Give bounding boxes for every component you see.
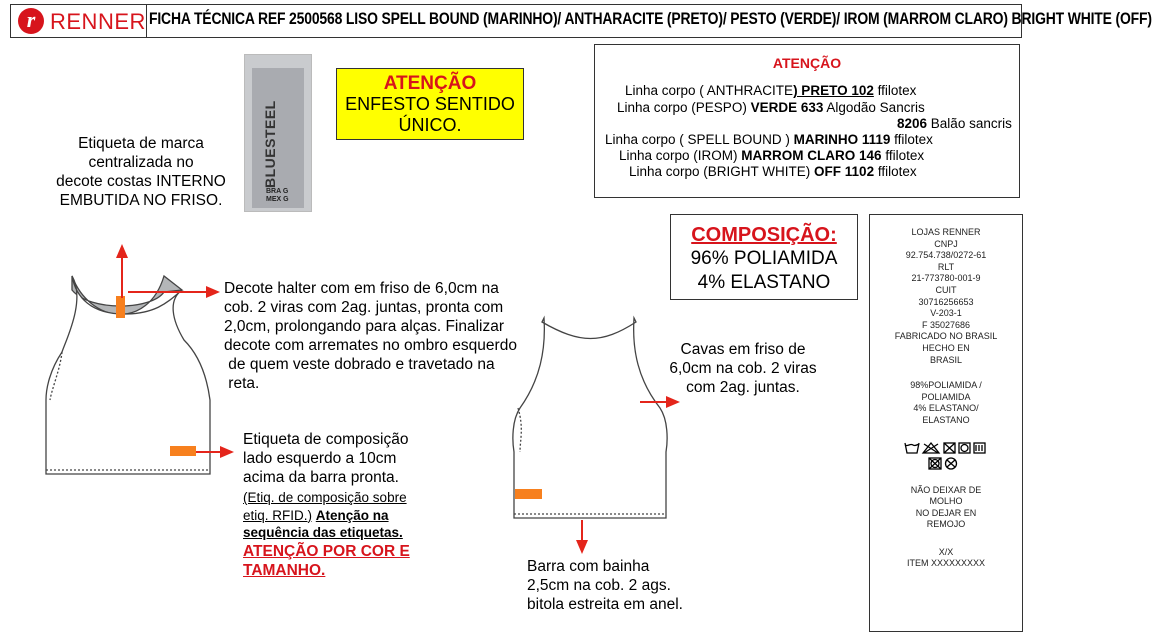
brand-label-size: BRA G: [266, 188, 289, 195]
care-label-line: BRASIL: [929, 354, 962, 365]
brand-label-note: Etiqueta de marca centralizada no decote costas INTERNO EMBUTIDA NO FRISO.: [56, 135, 226, 209]
thread-row: Linha corpo ( ANTHRACITE) PRETO 102 ffilotex: [625, 83, 917, 98]
thread-row: Linha corpo ( SPELL BOUND ) MARINHO 1119 ffilotex: [605, 132, 933, 147]
thread-row: Linha corpo (IROM) MARROM CLARO 146 ffilotex: [619, 148, 925, 163]
care-label-line: ITEM XXXXXXXXX: [906, 558, 986, 569]
composition-line: 96% POLIAMIDA: [690, 248, 838, 269]
care-label-line: REMOJO: [926, 519, 966, 530]
composition-line: 4% ELASTANO: [697, 272, 831, 293]
front-view-sketch: [513, 318, 667, 518]
spread-attention-line: ENFESTO SENTIDO: [345, 94, 515, 114]
hem-note: Barra com bainha 2,5cm na cob. 2 ags. bitola estreita em anel.: [527, 558, 683, 613]
care-label-line: NÃO DEIXAR DE: [910, 484, 982, 495]
brand-label-marker: [116, 296, 125, 318]
care-label-line: NO DEJAR EN: [915, 507, 977, 518]
composition-label-marker: [170, 446, 196, 456]
care-label-line: POLIAMIDA: [921, 391, 971, 402]
document-title: FICHA TÉCNICA REF 2500568 LISO SPELL BOUND (MARINHO)/ ANTHARACITE (PRETO)/ PESTO (VERDE)/ IROM (MARROM CLARO) BRIGHT WHITE (OFF): [149, 9, 1152, 28]
care-label-line: LOJAS RENNER: [911, 227, 981, 237]
color-size-attention: ATENÇÃO POR COR E TAMANHO.: [243, 543, 410, 579]
care-label-line: 98%POLIAMIDA /: [910, 380, 982, 391]
composition-label-marker-front: [515, 489, 542, 499]
thread-attention-title: ATENÇÃO: [772, 55, 842, 71]
thread-row: Linha corpo (BRIGHT WHITE) OFF 1102 ffilotex: [629, 164, 917, 179]
care-label-line: MOLHO: [929, 496, 963, 507]
brand-name: RENNER: [50, 9, 146, 34]
care-label-line: X/X: [938, 546, 954, 557]
spread-attention-title: ATENÇÃO: [383, 73, 477, 94]
care-label-line: 4% ELASTANO/: [913, 403, 979, 414]
care-label-line: 21-773780-001-9: [911, 273, 981, 284]
care-label-line: ELASTANO: [922, 414, 970, 425]
thread-row: Linha corpo (PESPO) VERDE 633 Algodão Sancris: [617, 100, 925, 115]
care-label-line: F 35027686: [921, 319, 971, 330]
composition-label-note: Etiqueta de composição lado esquerdo a 10cm acima da barra pronta.: [243, 431, 409, 486]
back-view-sketch: [46, 276, 210, 474]
care-label-line: HECHO EN: [922, 342, 970, 353]
composition-title: COMPOSIÇÃO:: [691, 224, 837, 246]
care-label-line: V-203-1: [930, 308, 962, 319]
armhole-note: Cavas em friso de 6,0cm na cob. 2 viras com 2ag. juntas.: [669, 341, 817, 396]
thread-row: 8206 Balão sancris: [897, 116, 1012, 131]
care-label-line: 92.754.738/0272-61: [905, 250, 987, 261]
brand-label-size: MEX G: [266, 196, 289, 203]
care-label-line: CNPJ: [934, 238, 958, 249]
rfid-note: (Etiq. de composição sobre etiq. RFID.) Atenção na sequência das etiquetas.: [243, 490, 407, 540]
care-label-line: CUIT: [935, 284, 957, 295]
neckline-note: Decote halter com em friso de 6,0cm na cob. 2 viras com 2ag. juntas, pronta com 2,0cm, prolongando para alças. Finalizar decote com arremates no ombro esquerdo de quem veste dobrado e travetado na reta.: [224, 280, 517, 392]
spread-attention-line: ÚNICO.: [398, 115, 462, 135]
brand-label-text: BLUESTEEL: [262, 100, 278, 188]
care-label-line: 30716256653: [918, 296, 974, 307]
care-label-line: FABRICADO NO BRASIL: [894, 331, 998, 342]
care-label-line: RLT: [937, 261, 955, 272]
renner-logo-icon: r: [18, 8, 44, 34]
